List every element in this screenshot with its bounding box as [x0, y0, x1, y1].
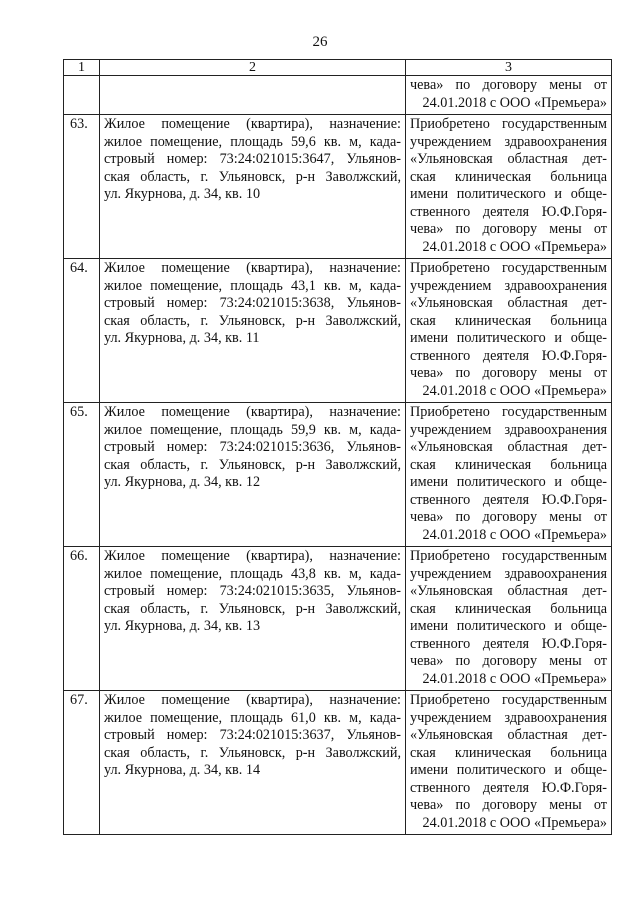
acquisition-line: ственного деятеля Ю.Ф.Горя-: [410, 635, 607, 652]
acquisition-line: ская клиническая больница: [410, 744, 607, 761]
property-table: [63, 59, 612, 835]
description-line: стровый номер: 73:24:021015:3647, Ульянов-: [104, 151, 401, 167]
description-line: ская область, г. Ульяновск, р-н Заволжский,: [104, 744, 401, 761]
description-line: Жилое помещение (квартира), назначение:: [104, 260, 401, 276]
acquisition-line: «Ульяновская областная дет-: [410, 439, 607, 455]
row-number-cell: 67.: [64, 691, 100, 835]
acquisition-line: «Ульяновская областная дет-: [410, 583, 607, 599]
row-number-cell: [64, 76, 100, 115]
description-line: жилое помещение, площадь 61,0 кв. м, када-: [104, 709, 401, 726]
acquisition-line: учреждением здравоохранения: [410, 421, 607, 438]
acquisition-line: учреждением здравоохранения: [410, 709, 607, 726]
acquisition-line: Приобретено государственным: [410, 116, 607, 132]
acquisition-line: Приобретено государственным: [410, 260, 607, 276]
description-line: жилое помещение, площадь 43,8 кв. м, када-: [104, 565, 401, 582]
table-row: [64, 115, 612, 259]
acquisition-line: 24.01.2018 с ООО «Премьера»: [422, 238, 607, 255]
acquisition-line: чева» по договору мены от: [410, 221, 607, 237]
description-cell: [100, 76, 406, 115]
acquisition-line: ственного деятеля Ю.Ф.Горя-: [410, 491, 607, 508]
acquisition-line: «Ульяновская областная дет-: [410, 151, 607, 167]
description-line: стровый номер: 73:24:021015:3635, Ульянов-: [104, 583, 401, 599]
acquisition-line: «Ульяновская областная дет-: [410, 295, 607, 311]
column-header-3: 3: [406, 60, 612, 76]
description-line: стровый номер: 73:24:021015:3636, Ульянов-: [104, 439, 401, 455]
row-number-cell: 65.: [64, 403, 100, 547]
acquisition-line: ская клиническая больница: [410, 312, 607, 329]
description-line: ул. Якурнова, д. 34, кв. 13: [104, 618, 261, 634]
table-row: [64, 403, 612, 547]
table-row: [64, 547, 612, 691]
description-line: жилое помещение, площадь 59,9 кв. м, када-: [104, 421, 401, 438]
acquisition-line: чева» по договору мены от: [410, 365, 607, 381]
acquisition-line: 24.01.2018 с ООО «Премьера»: [422, 526, 607, 543]
row-number-cell: 64.: [64, 259, 100, 403]
description-line: Жилое помещение (квартира), назначение:: [104, 692, 401, 708]
column-header-2: 2: [100, 60, 406, 76]
acquisition-line: ственного деятеля Ю.Ф.Горя-: [410, 203, 607, 220]
acquisition-line: имени политического и обще-: [410, 474, 607, 490]
acquisition-line: Приобретено государственным: [410, 548, 607, 564]
acquisition-line: ственного деятеля Ю.Ф.Горя-: [410, 347, 607, 364]
acquisition-line: чева» по договору мены от: [410, 797, 607, 813]
page-number: 26: [312, 34, 328, 50]
acquisition-line: имени политического и обще-: [410, 762, 607, 778]
description-cell: [100, 259, 406, 403]
acquisition-line: Приобретено государственным: [410, 404, 607, 420]
acquisition-line: учреждением здравоохранения: [410, 277, 607, 294]
description-line: ская область, г. Ульяновск, р-н Заволжский,: [104, 600, 401, 617]
description-cell: [100, 547, 406, 691]
acquisition-cell: [406, 547, 612, 691]
description-line: Жилое помещение (квартира), назначение:: [104, 116, 401, 132]
acquisition-cell: [406, 115, 612, 259]
acquisition-line: чева» по договору мены от: [410, 509, 607, 525]
table-row: [64, 259, 612, 403]
row-number-cell: 63.: [64, 115, 100, 259]
acquisition-line: «Ульяновская областная дет-: [410, 727, 607, 743]
acquisition-line: имени политического и обще-: [410, 330, 607, 346]
table-row: [64, 691, 612, 835]
acquisition-line: 24.01.2018 с ООО «Премьера»: [422, 382, 607, 399]
acquisition-line: ственного деятеля Ю.Ф.Горя-: [410, 779, 607, 796]
acquisition-line: ская клиническая больница: [410, 456, 607, 473]
description-line: стровый номер: 73:24:021015:3638, Ульянов-: [104, 295, 401, 311]
description-line: стровый номер: 73:24:021015:3637, Ульянов-: [104, 727, 401, 743]
description-line: ул. Якурнова, д. 34, кв. 12: [104, 474, 261, 490]
description-line: ская область, г. Ульяновск, р-н Заволжский,: [104, 168, 401, 185]
description-line: ул. Якурнова, д. 34, кв. 14: [104, 762, 261, 778]
description-line: жилое помещение, площадь 59,6 кв. м, када-: [104, 133, 401, 150]
acquisition-line: ская клиническая больница: [410, 168, 607, 185]
acquisition-line: ская клиническая больница: [410, 600, 607, 617]
acquisition-line: 24.01.2018 с ООО «Премьера»: [422, 814, 607, 831]
description-line: Жилое помещение (квартира), назначение:: [104, 548, 401, 564]
acquisition-line: учреждением здравоохранения: [410, 133, 607, 150]
acquisition-cell: [406, 259, 612, 403]
continuation-row: [64, 76, 612, 115]
acquisition-cell: [406, 691, 612, 835]
row-number-cell: 66.: [64, 547, 100, 691]
acquisition-cell: [406, 403, 612, 547]
description-line: Жилое помещение (квартира), назначение:: [104, 404, 401, 420]
description-cell: [100, 403, 406, 547]
description-cell: [100, 691, 406, 835]
description-line: жилое помещение, площадь 43,1 кв. м, када-: [104, 277, 401, 294]
acquisition-line: чева» по договору мены от: [410, 77, 607, 93]
acquisition-cell: [406, 76, 612, 115]
description-line: ская область, г. Ульяновск, р-н Заволжский,: [104, 312, 401, 329]
description-cell: [100, 115, 406, 259]
acquisition-line: учреждением здравоохранения: [410, 565, 607, 582]
acquisition-line: 24.01.2018 с ООО «Премьера»: [422, 670, 607, 687]
acquisition-line: 24.01.2018 с ООО «Премьера»: [422, 94, 607, 111]
description-line: ул. Якурнова, д. 34, кв. 10: [104, 186, 261, 202]
acquisition-line: Приобретено государственным: [410, 692, 607, 708]
table-header-row: [64, 60, 612, 76]
acquisition-line: имени политического и обще-: [410, 618, 607, 634]
description-line: ул. Якурнова, д. 34, кв. 11: [104, 330, 260, 346]
acquisition-line: чева» по договору мены от: [410, 653, 607, 669]
column-header-1: 1: [64, 60, 100, 76]
description-line: ская область, г. Ульяновск, р-н Заволжский,: [104, 456, 401, 473]
acquisition-line: имени политического и обще-: [410, 186, 607, 202]
